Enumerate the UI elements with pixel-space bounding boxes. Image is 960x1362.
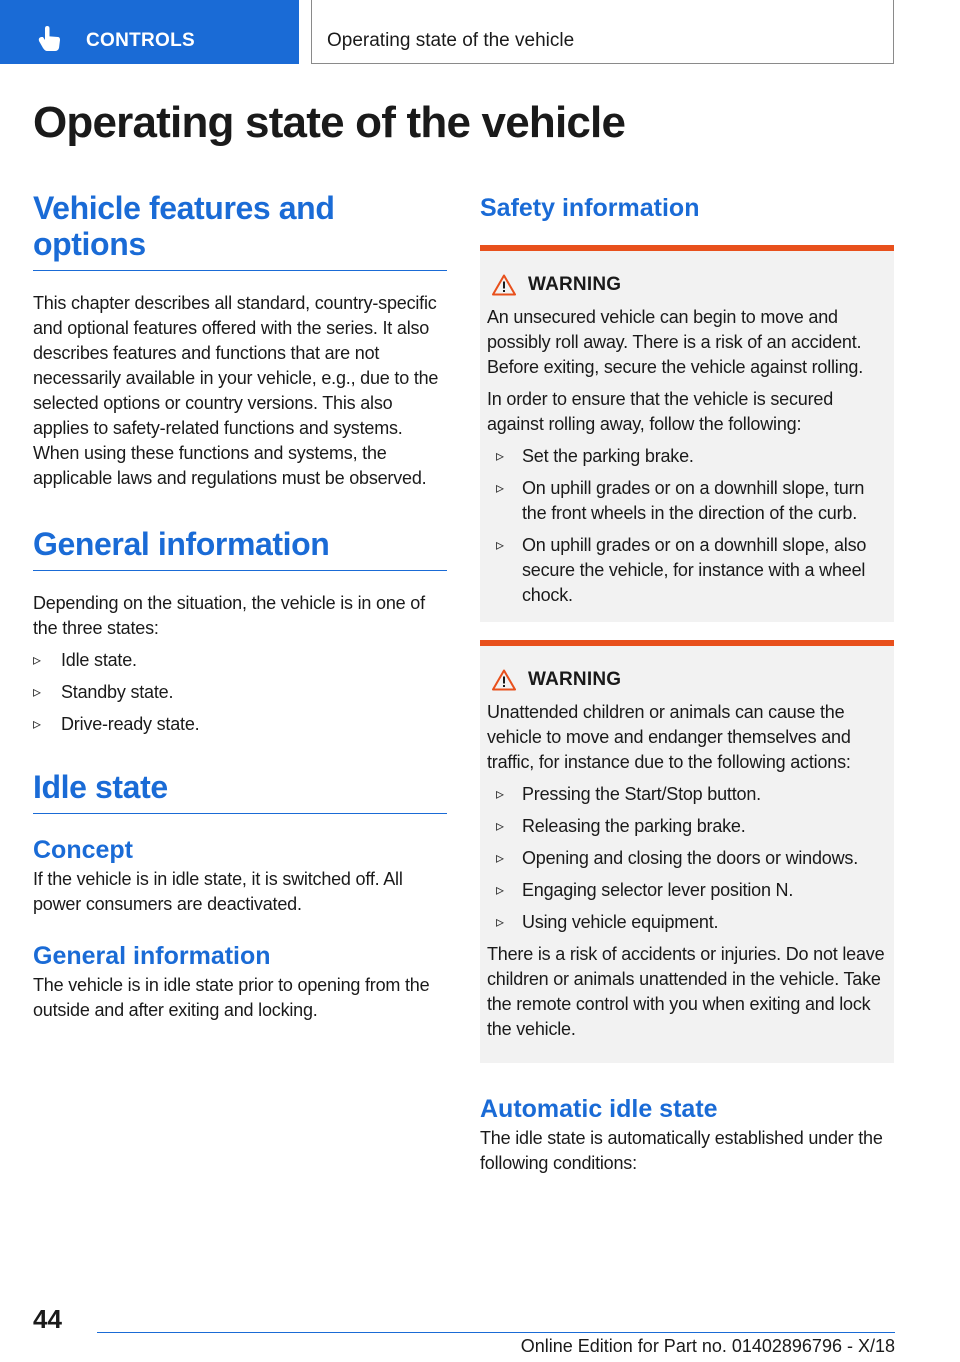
features-text: This chapter describes all standard, country-specific and optional features offered with the series. It also describes features and functions that are not necessarily available in your vehicle, e.g., due to the selected options or country versions. This also applies to safety-related functions and systems. When using these functions and systems, the applicable laws and regulations must be observed. (33, 293, 439, 488)
list-item: ▹ Drive-ready state. (33, 712, 447, 737)
list-item: ▹ Pressing the Start/Stop button. (487, 782, 887, 807)
breadcrumb-text: Operating state of the vehicle (327, 30, 575, 51)
edition-note: Online Edition for Part no. 01402896796 - X/18 (520, 1336, 895, 1356)
general-info-heading: General information (33, 526, 447, 571)
warning-list (487, 444, 887, 608)
concept-text: If the vehicle is in idle state, it is switched off. All power consumers are deactivated. (33, 869, 403, 914)
list-item: ▹ Using vehicle equipment. (487, 910, 887, 935)
idle-state-heading: Idle state (33, 769, 447, 814)
features-heading-line2: options (33, 226, 146, 262)
warning-triangle-icon (492, 669, 516, 691)
warning-header (487, 668, 887, 692)
list-item: ▹ On uphill grades or on a downhill slope, turn the front wheels in the direction of the curb. (487, 476, 887, 526)
idle-general-heading: General information (33, 942, 271, 970)
idle-general-text: The vehicle is in idle state prior to opening from the outside and after exiting and locking. (33, 975, 430, 1020)
concept-heading: Concept (33, 836, 133, 864)
features-heading (33, 190, 447, 271)
breadcrumb (311, 0, 894, 64)
warning-box-rolling (480, 245, 894, 622)
list-item: ▹ Opening and closing the doors or windows. (487, 846, 887, 871)
right-column (480, 190, 894, 1176)
states-list (33, 648, 447, 737)
left-column (33, 190, 447, 1023)
list-item: ▹ Releasing the parking brake. (487, 814, 887, 839)
page-title: Operating state of the vehicle (33, 98, 626, 147)
list-item: ▹ On uphill grades or on a downhill slope, also secure the vehicle, for instance with a wheel chock. (487, 533, 887, 608)
warning-box-children (480, 640, 894, 1063)
list-item: ▹ Engaging selector lever position N. (487, 878, 887, 903)
warning-text: In order to ensure that the vehicle is secured against rolling away, follow the following: (487, 389, 834, 434)
page-number: 44 (33, 1304, 62, 1334)
footer-divider (97, 1332, 895, 1333)
pointing-hand-icon (38, 26, 62, 52)
warning-header (487, 273, 887, 297)
warning-list (487, 782, 887, 935)
warning-title: WARNING (528, 274, 622, 295)
list-item: ▹ Idle state. (33, 648, 447, 673)
warning-triangle-icon (492, 274, 516, 296)
warning-text: There is a risk of accidents or injuries. Do not leave children or animals unattended in the vehicle. Take the remote control with you when exiting and lock the vehicle. (487, 944, 885, 1039)
section-tab (0, 0, 299, 64)
auto-idle-heading: Automatic idle state (480, 1095, 718, 1123)
warning-title: WARNING (528, 669, 622, 690)
auto-idle-text: The idle state is automatically established under the following conditions: (480, 1128, 883, 1173)
section-label: CONTROLS (86, 30, 196, 51)
list-item: ▹ Set the parking brake. (487, 444, 887, 469)
list-item: ▹ Standby state. (33, 680, 447, 705)
safety-heading: Safety information (480, 194, 700, 222)
warning-text: An unsecured vehicle can begin to move and possibly roll away. There is a risk of an accident. Before exiting, secure the vehicle against rolling. (487, 307, 864, 377)
warning-text: Unattended children or animals can cause the vehicle to move and endanger themselves and traffic, for instance due to the following actions: (487, 702, 851, 772)
features-heading-line1: Vehicle features and (33, 190, 335, 226)
general-info-text: Depending on the situation, the vehicle is in one of the three states: (33, 593, 425, 638)
